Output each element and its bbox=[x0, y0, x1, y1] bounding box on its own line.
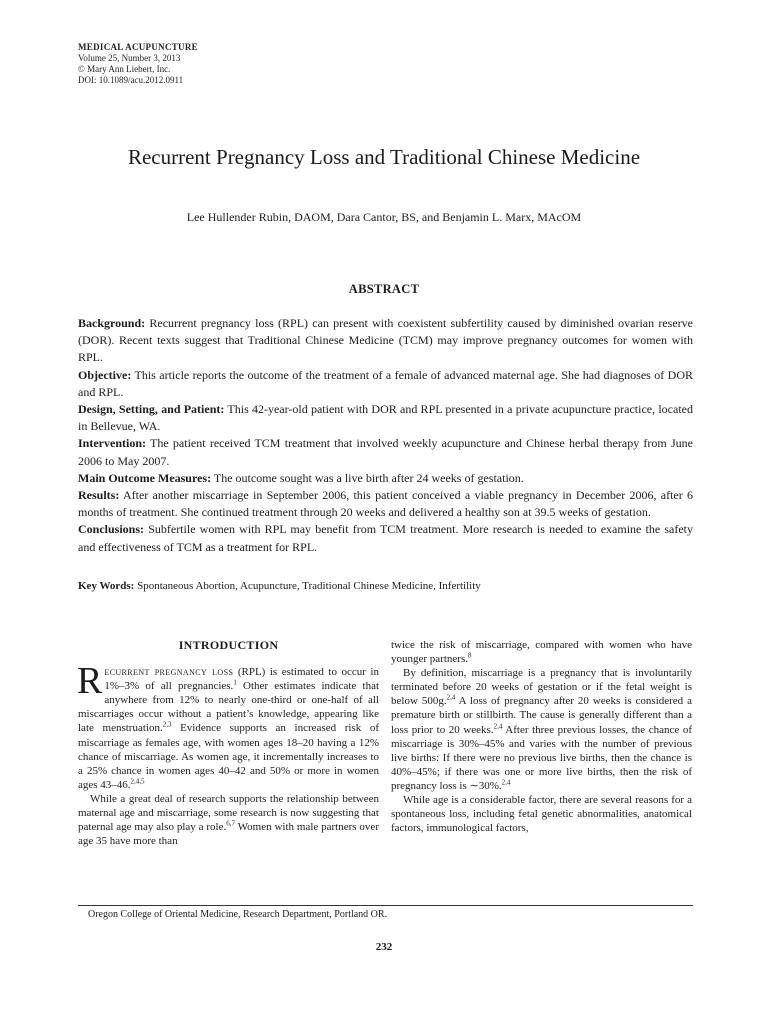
intro-text: While a great deal of research supports the relationship between maternal age and miscarriage, some research is now suggesting that paternal age may also play a role. bbox=[78, 792, 379, 834]
abstract-section-text: Recurrent pregnancy loss (RPL) can present with coexistent subfertility caused by diminished ovarian reserve (DOR). Recent texts suggest that Traditional Chinese Medicine (TCM) may improve pregnancy outcomes for women with RPL. bbox=[78, 316, 693, 365]
citation-ref: 1 bbox=[233, 678, 237, 687]
intro-text: Other estimates indicate that anywhere from 12% to nearly one-third or one-half of all miscarriages occur without a patient’s knowledge, appearing like late menstruation. bbox=[78, 680, 380, 735]
abstract-section-label: Background: bbox=[78, 316, 146, 330]
article-title: Recurrent Pregnancy Loss and Traditional Chinese Medicine bbox=[127, 145, 641, 169]
abstract-section-label: Results: bbox=[78, 488, 120, 503]
page-number: 232 bbox=[375, 941, 393, 953]
keywords-text: Spontaneous Abortion, Acupuncture, Traditional Chinese Medicine, Infertility bbox=[134, 580, 481, 592]
journal-copyright: © Mary Ann Liebert, Inc. bbox=[78, 64, 171, 74]
citation-ref: 6,7 bbox=[226, 819, 235, 828]
abstract-section-label: Conclusions: bbox=[78, 522, 145, 537]
abstract-section-label: Design, Setting, and Patient: bbox=[78, 402, 225, 417]
abstract-heading: ABSTRACT bbox=[348, 282, 420, 296]
citation-ref: 8 bbox=[467, 651, 472, 660]
abstract-section-text: This article reports the outcome of the treatment of a female of advanced maternal age. She had diagnoses of DOR and RPL. bbox=[78, 367, 693, 399]
abstract-section-label: Main Outcome Measures: bbox=[78, 470, 212, 485]
journal-name: MEDICAL ACUPUNCTURE bbox=[78, 42, 198, 52]
abstract-background bbox=[78, 315, 693, 367]
citation-ref: 2,4,5 bbox=[130, 777, 145, 786]
abstract-intervention bbox=[78, 435, 693, 469]
keywords-label: Key Words: bbox=[78, 580, 135, 592]
body-column-left bbox=[78, 638, 379, 848]
citation-ref: 2,4 bbox=[446, 693, 456, 702]
intro-text: Women with male partners over age 35 have more than bbox=[78, 821, 379, 848]
abstract-section-label: Objective: bbox=[78, 367, 132, 382]
intro-text: A loss of pregnancy after 20 weeks is considered a premature birth or stillbirth. The cause is generally different than a loss prior to 20 weeks. bbox=[391, 695, 692, 736]
abstract-conclusions bbox=[78, 521, 693, 555]
abstract-body bbox=[78, 315, 693, 556]
affiliation-footnote: Oregon College of Oriental Medicine, Research Department, Portland OR. bbox=[88, 909, 388, 920]
abstract-results bbox=[78, 487, 693, 521]
intro-text: After three previous losses, the chance of miscarriage is 30%–45% and varies with the number of previous live births: If there were no previous live births, then the chance is 40%–45%; if there was one or more live births, then the risk of pregnancy loss is ∼30%. bbox=[391, 723, 692, 792]
citation-ref: 2,4 bbox=[501, 778, 511, 787]
intro-text: By definition, miscarriage is a pregnancy that is involuntarily terminated before 20 weeks of gestation or if the fetal weight is below 500g. bbox=[391, 667, 692, 708]
introduction-heading: INTRODUCTION bbox=[178, 638, 279, 652]
abstract-design bbox=[78, 401, 693, 435]
abstract-outcome-measures bbox=[78, 470, 693, 487]
intro-smallcaps-lead: ecurrent pregnancy loss bbox=[104, 666, 234, 679]
abstract-section-label: Intervention: bbox=[78, 436, 146, 451]
abstract-section-text: After another miscarriage in September 2006, this patient conceived a viable pregnancy in December 2006, after 6 months of treatment. She continued treatment through 20 weeks and delivered a healthy son at 39.5 weeks of gestation. bbox=[78, 488, 693, 520]
intro-text: twice the risk of miscarriage, compared with women who have younger partners. bbox=[391, 639, 692, 666]
abstract-section-text: The outcome sought was a live birth after 24 weeks of gestation. bbox=[211, 470, 524, 485]
journal-volume: Volume 25, Number 3, 2013 bbox=[78, 53, 181, 63]
citation-ref: 2,4 bbox=[493, 721, 503, 730]
drop-cap: R bbox=[77, 660, 103, 703]
intro-paragraph-2-continued bbox=[391, 638, 692, 666]
keywords bbox=[78, 580, 693, 592]
intro-paragraph-2 bbox=[78, 792, 379, 848]
intro-paragraph-4: While age is a considerable factor, there are several reasons for a spontaneous loss, including fetal genetic abnormalities, anatomical factors, immunological factors, bbox=[391, 794, 692, 835]
article-authors: Lee Hullender Rubin, DAOM, Dara Cantor, BS, and Benjamin L. Marx, MAcOM bbox=[186, 210, 582, 224]
intro-paragraph-3 bbox=[391, 666, 692, 793]
footnote-divider bbox=[78, 905, 693, 906]
abstract-section-text: This 42-year-old patient with DOR and RPL presented in a private acupuncture practice, located in Bellevue, WA. bbox=[78, 402, 693, 434]
abstract-section-text: The patient received TCM treatment that involved weekly acupuncture and Chinese herbal therapy from June 2006 to May 2007. bbox=[78, 436, 693, 468]
abstract-objective bbox=[78, 367, 693, 401]
journal-header bbox=[78, 42, 198, 86]
abstract-section-text: Subfertile women with RPL may benefit from TCM treatment. More research is needed to examine the safety and effectiveness of TCM as a treatment for RPL. bbox=[78, 522, 693, 554]
citation-ref: 2,3 bbox=[162, 720, 172, 729]
intro-text: Evidence supports an increased risk of miscarriage as females age, with women ages 18–20 having a 12% chance of miscarriage. As women age, it incrementally increases to a 25% chance in women ages 40–42 and 50% or more in women ages 43–46. bbox=[78, 722, 380, 791]
body-column-right bbox=[391, 638, 692, 835]
intro-paragraph-1 bbox=[77, 660, 380, 792]
intro-text: (RPL) is estimated to occur in 1%–3% of all pregnancies. bbox=[104, 666, 379, 693]
journal-doi: DOI: 10.1089/acu.2012.0911 bbox=[78, 75, 184, 85]
